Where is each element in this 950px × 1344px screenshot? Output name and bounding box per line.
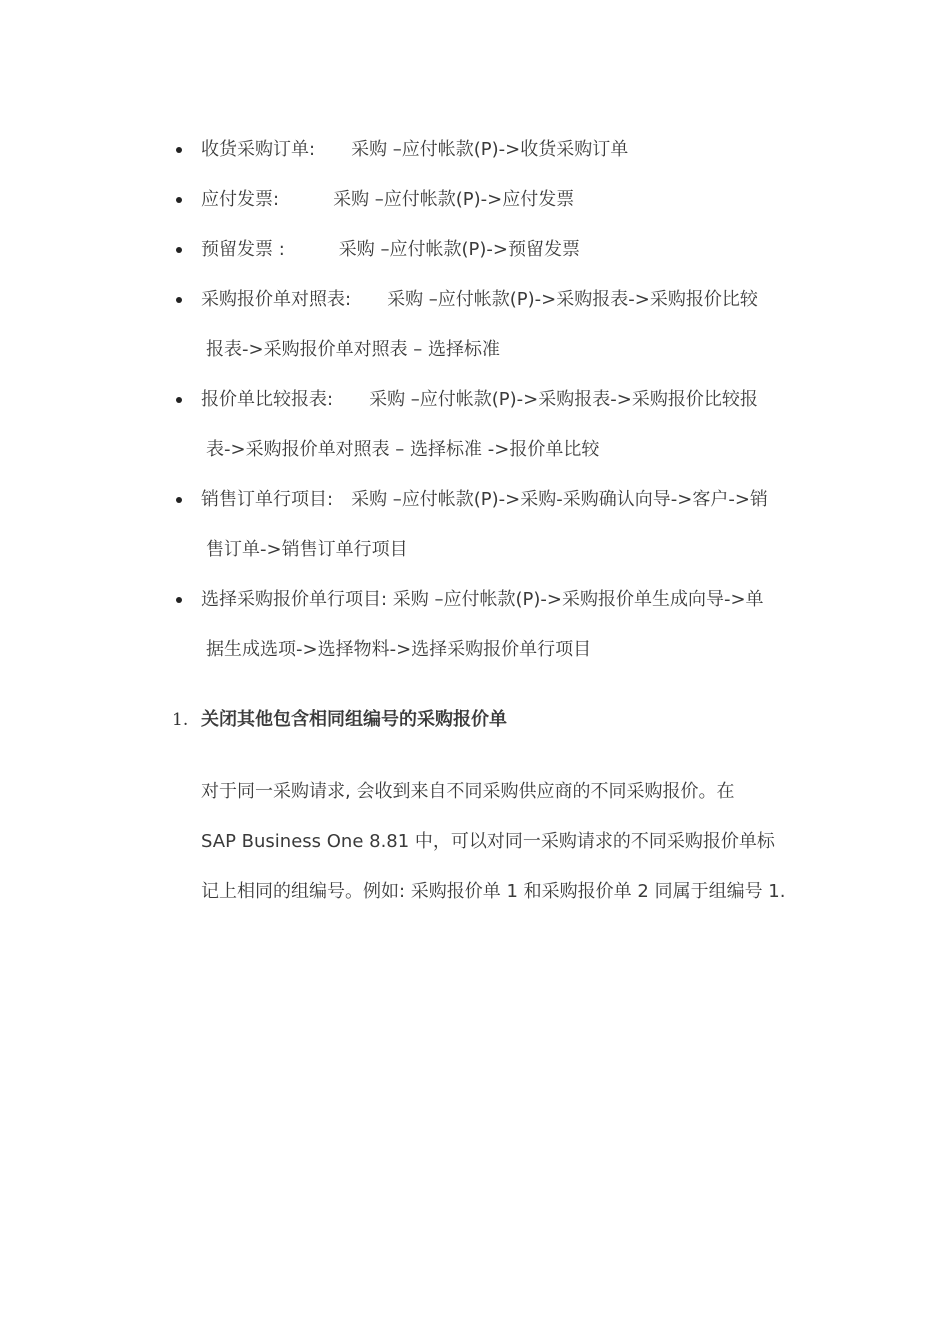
list-item-text-continued: 售订单->销售订单行项目: [206, 539, 408, 560]
bullet-icon: [176, 197, 182, 203]
list-item: [0, 225, 950, 275]
section-title: 关闭其他包含相同组编号的采购报价单: [201, 709, 507, 730]
list-item-text: 预留发票 : 采购 –应付帐款(P)->预留发票: [201, 239, 580, 260]
bullet-icon: [176, 497, 182, 503]
menu-path-list: [0, 125, 950, 675]
body-paragraph: [201, 767, 841, 917]
list-item: [0, 125, 950, 175]
bullet-icon: [176, 597, 182, 603]
list-item-text: 收货采购订单: 采购 –应付帐款(P)->收货采购订单: [201, 139, 629, 160]
list-item-text-continued: 表->采购报价单对照表 – 选择标准 ->报价单比较: [206, 439, 600, 460]
list-item: [0, 475, 950, 575]
bullet-icon: [176, 247, 182, 253]
paragraph-line: 记上相同的组编号。例如: 采购报价单 1 和采购报价单 2 同属于组编号 1.: [201, 881, 786, 902]
list-item-text: 采购报价单对照表: 采购 –应付帐款(P)->采购报表->采购报价比较: [201, 289, 758, 310]
bullet-icon: [176, 397, 182, 403]
list-item: [0, 575, 950, 675]
list-item: [0, 275, 950, 375]
list-item-text: 销售订单行项目: 采购 –应付帐款(P)->采购-采购确认向导->客户->销: [201, 489, 768, 510]
list-item: [0, 175, 950, 225]
list-item-text: 选择采购报价单行项目: 采购 –应付帐款(P)->采购报价单生成向导->单: [201, 589, 764, 610]
list-item-text: 报价单比较报表: 采购 –应付帐款(P)->采购报表->采购报价比较报: [201, 389, 758, 410]
list-item-text-continued: 报表->采购报价单对照表 – 选择标准: [206, 339, 501, 360]
bullet-icon: [176, 147, 182, 153]
section-heading: [0, 700, 950, 740]
list-item-text: 应付发票: 采购 –应付帐款(P)->应付发票: [201, 189, 575, 210]
paragraph-line: SAP Business One 8.81 中，可以对同一采购请求的不同采购报价单标: [201, 831, 775, 852]
paragraph-line: 对于同一采购请求, 会收到来自不同采购供应商的不同采购报价。在: [201, 781, 735, 802]
section-number: 1.: [172, 710, 189, 730]
bullet-icon: [176, 297, 182, 303]
list-item: [0, 375, 950, 475]
list-item-text-continued: 据生成选项->选择物料->选择采购报价单行项目: [206, 639, 592, 660]
